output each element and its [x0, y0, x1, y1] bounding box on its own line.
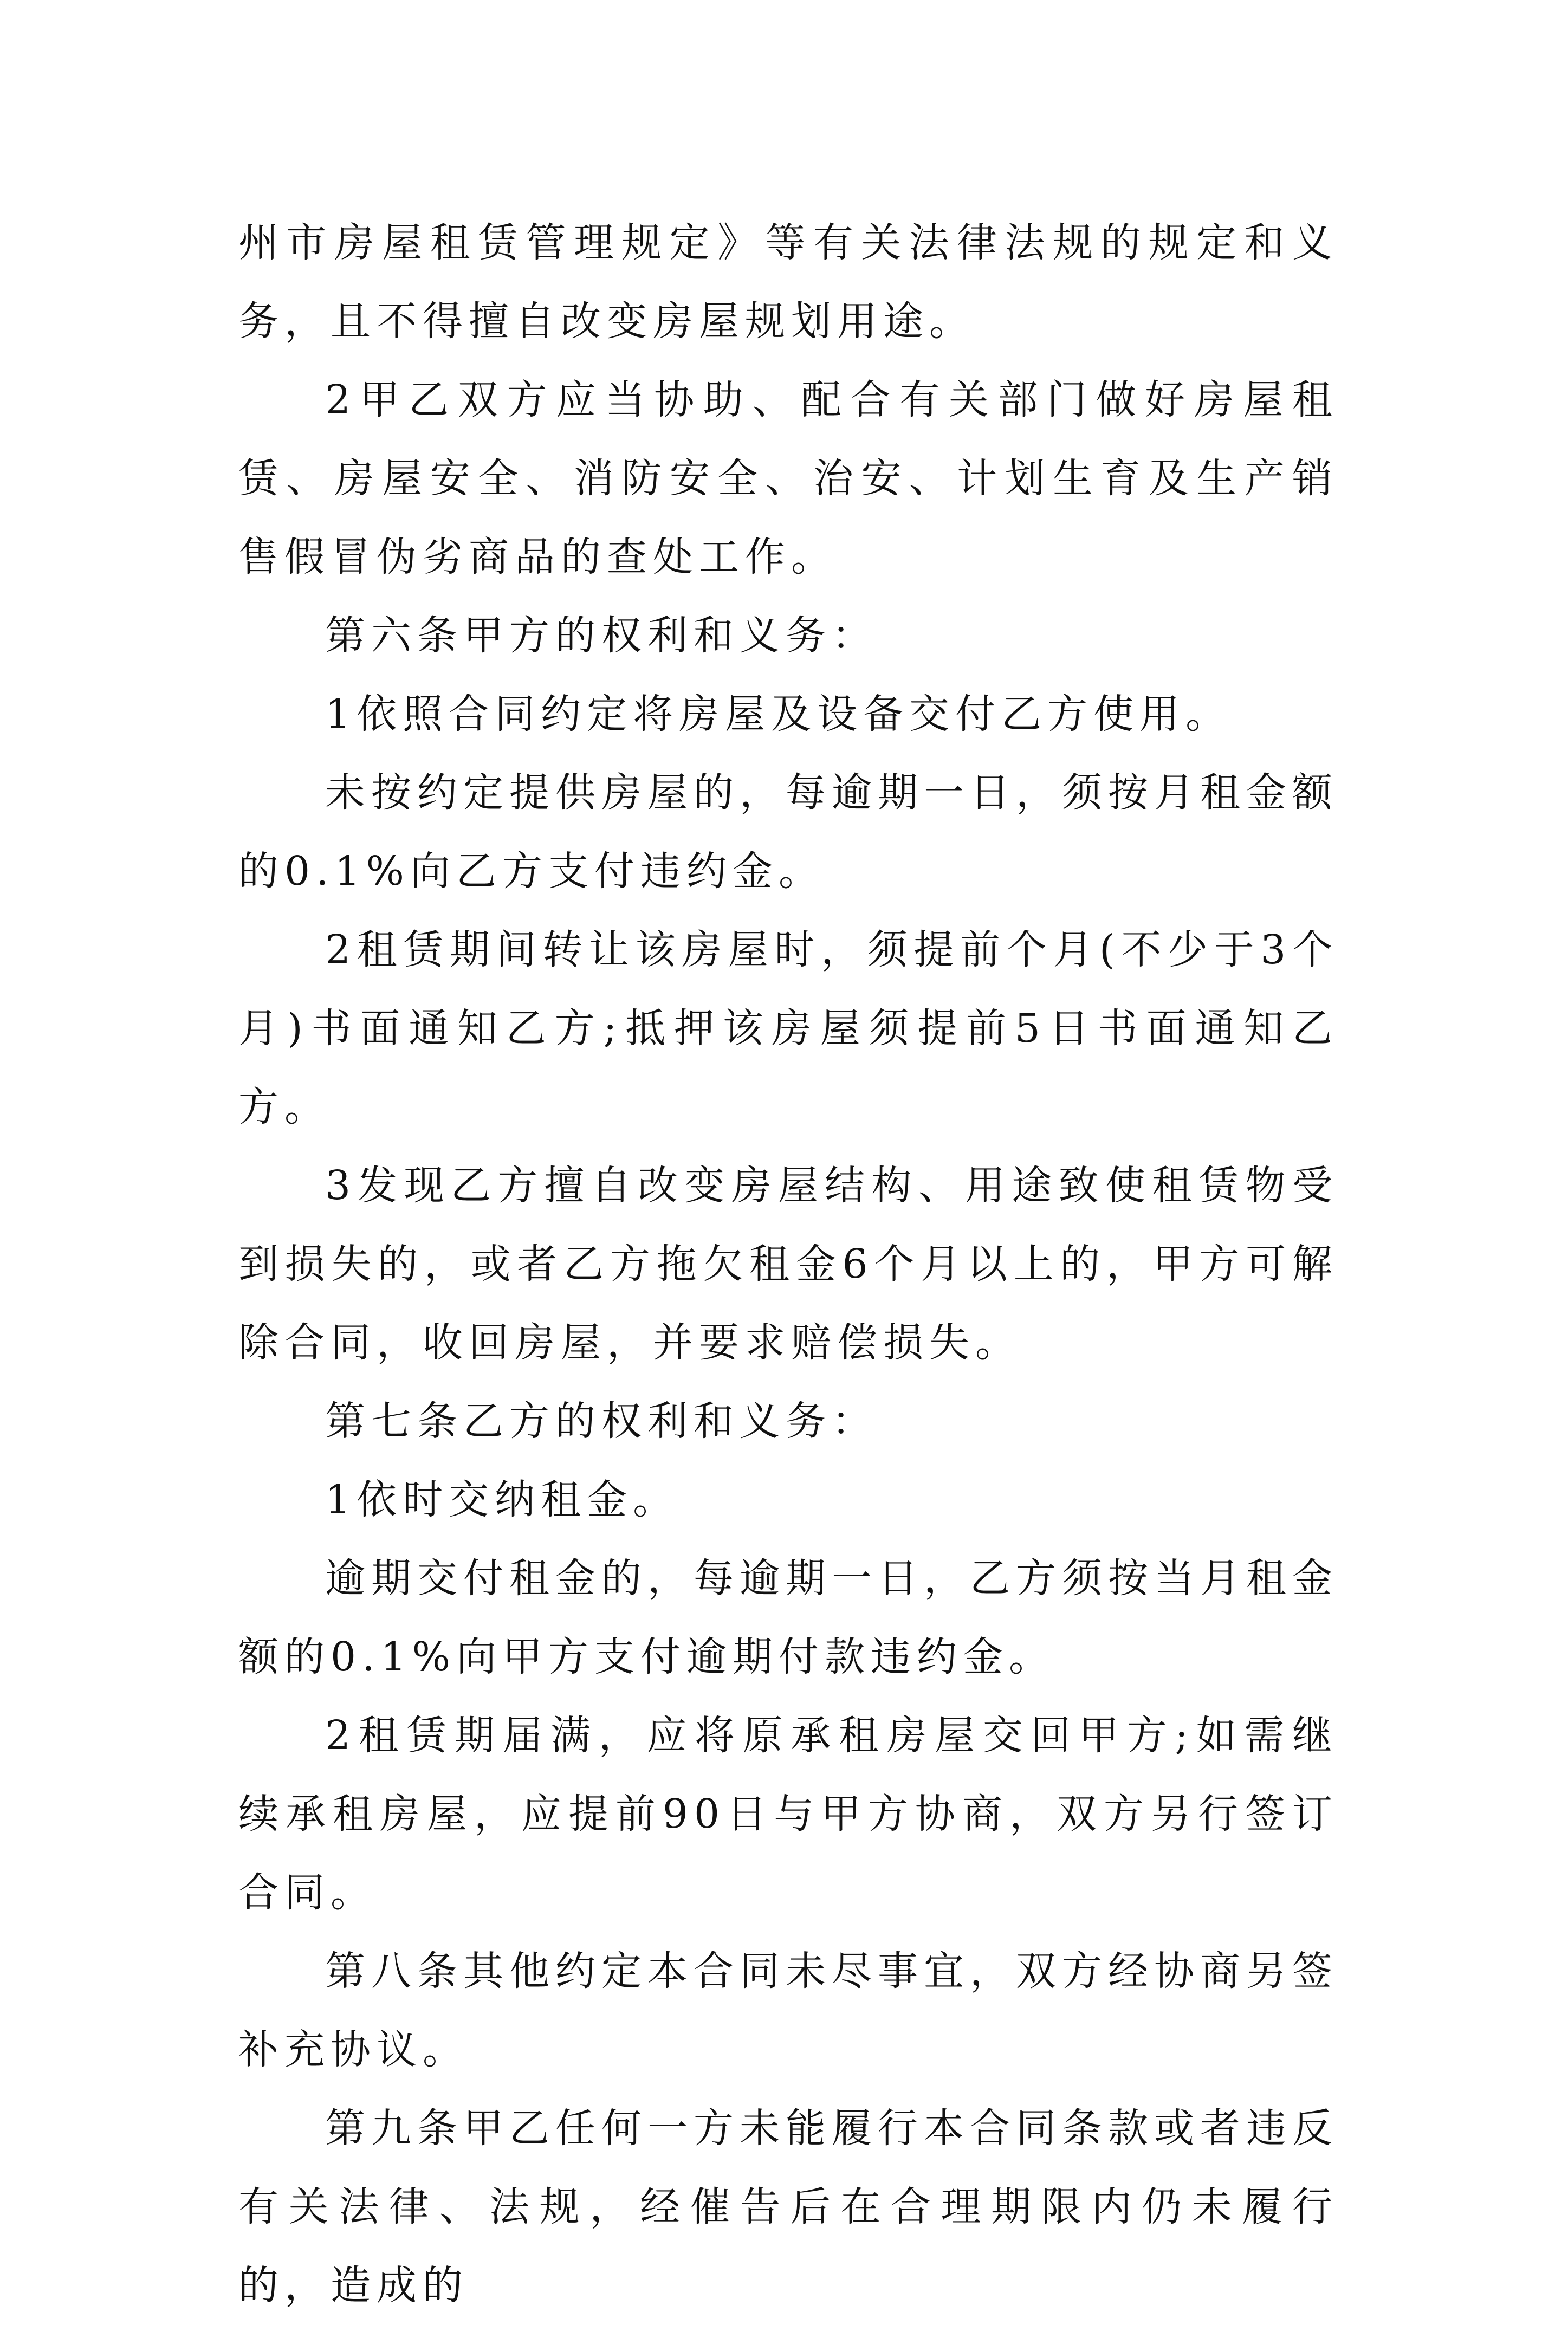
paragraph-continuation: 州市房屋租赁管理规定》等有关法律法规的规定和义务，且不得擅自改变房屋规划用途。 [238, 219, 1338, 345]
paragraph-article-7-item-2: 2租赁期届满，应将原承租房屋交回甲方;如需继续承租房屋，应提前90日与甲方协商，双方另行签订合同。 [238, 1712, 1338, 1916]
paragraph-article-6-item-3: 3发现乙方擅自改变房屋结构、用途致使租赁物受到损失的，或者乙方拖欠租金6个月以上的，甲方可解除合同，收回房屋，并要求赔偿损失。 [238, 1162, 1338, 1366]
document-body [238, 204, 1338, 2325]
paragraph-clause-cooperation: 2甲乙双方应当协助、配合有关部门做好房屋租赁、房屋安全、消防安全、治安、计划生育及生产销售假冒伪劣商品的查处工作。 [238, 377, 1338, 580]
heading-article-7: 第七条乙方的权利和义务： [325, 1398, 878, 1445]
paragraph-article-8: 第八条其他约定本合同未尽事宜，双方经协商另签补充协议。 [238, 1948, 1338, 2073]
paragraph-article-6-item-1: 1依照合同约定将房屋及设备交付乙方使用。 [325, 691, 1232, 737]
paragraph-article-7-item-1: 1依时交纳租金。 [325, 1476, 679, 1523]
paragraph-article-7-penalty: 逾期交付租金的，每逾期一日，乙方须按当月租金额的0.1%向甲方支付逾期付款违约金。 [238, 1555, 1338, 1680]
heading-article-6: 第六条甲方的权利和义务： [325, 612, 878, 659]
paragraph-article-6-penalty: 未按约定提供房屋的，每逾期一日，须按月租金额的0.1%向乙方支付违约金。 [238, 769, 1338, 895]
paragraph-article-6-item-2: 2租赁期间转让该房屋时，须提前个月(不少于3个月)书面通知乙方;抵押该房屋须提前5日书面通知乙方。 [238, 927, 1338, 1130]
paragraph-article-9: 第九条甲乙任何一方未能履行本合同条款或者违反有关法律、法规，经催告后在合理期限内仍未履行的，造成的 [238, 2105, 1338, 2309]
